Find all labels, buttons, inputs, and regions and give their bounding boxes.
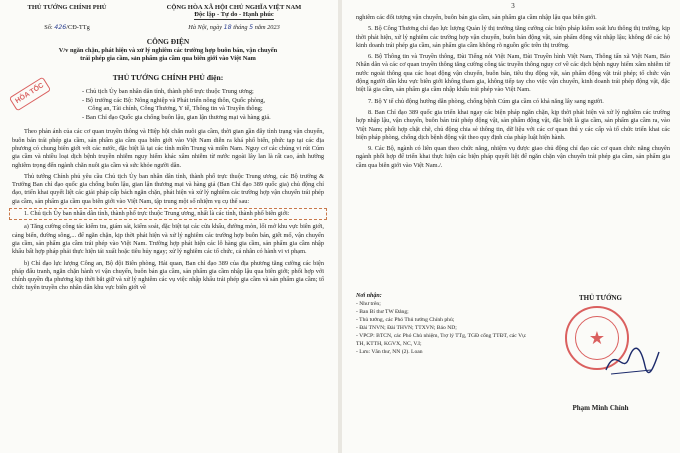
paragraph-request: Thủ tướng Chính phủ yêu cầu Chủ tịch Ủy ban nhân dân tỉnh, thành phố trực thuộc Trung ương, các Bộ trưởng & Trưởng Ban chỉ đạo quốc gia chống buôn lậu, gian lận thương mại và hàng giả (Ban Chỉ đạo 389 quốc gia) chủ động chỉ đạo, triển khai quyết liệt các giải pháp cấp bách ngăn chặn, phát hiện và xử lý nghiêm các trường hợp vận chuyển trái phép gia cầm, sản phẩm gia cầm qua biên giới vào Việt Nam, tập trung một số nhiệm vụ cụ thể sau: — [12, 172, 324, 205]
item-8: 8. Ban Chỉ đạo 389 quốc gia triển khai ngay các biện pháp ngăn chặn, kịp thời phát hiện và xử lý nghiêm các trường hợp nhập lậu, vận chuyển, buôn bán trái phép động vật, sản phẩm động vật, đặc biệt là gia cầm, sản phẩm gia cầm ra, vào Việt Nam; phối hợp chặt chẽ, chủ động chia sẻ thông tin, dữ liệu với các cơ quan thú y các cấp và tổ chức triển khai các biện pháp phòng, chống dịch bệnh động vật theo quy định của pháp luật hiện hành. — [356, 108, 670, 141]
doc-subject-line-2: trái phép gia cầm, sản phẩm gia cầm qua biên giới vào Việt Nam — [80, 55, 256, 62]
doc-subject — [12, 47, 324, 63]
distribution-item: - Đài TNVN; Đài THVN; TTXVN; Báo ND; — [356, 325, 457, 331]
handwritten-signature-icon — [601, 340, 661, 380]
month-handwritten: 5 — [249, 24, 254, 31]
closing-section — [356, 292, 670, 412]
signer-title: THỦ TƯỚNG — [579, 294, 622, 302]
distribution-item: - Như trên; — [356, 301, 381, 307]
national-motto: Độc lập - Tự do - Hạnh phúc — [194, 11, 274, 18]
official-seal-icon: ★ — [565, 306, 629, 370]
doc-number-handwritten: 426 — [54, 24, 67, 31]
recipient-item: Công an, Tài chính, Công Thương, Y tế, Thông tin và Truyền thông; — [88, 105, 263, 113]
urgent-stamp: HỎA TỐC — [9, 77, 51, 112]
recipient-item: - Chủ tịch Ủy ban nhân dân tỉnh, thành phố trực thuộc Trung ương; — [82, 88, 254, 95]
item-1-highlighted: 1. Chủ tịch Ủy ban nhân dân tỉnh, thành phố trực thuộc Trung ương, nhất là các tỉnh, thành phố biên giới: — [9, 208, 327, 220]
page-number: 3 — [511, 2, 515, 10]
paragraph-context: Theo phản ánh của các cơ quan truyền thông và Hiệp hội chăn nuôi gia cầm, thời gian gần đây tình trạng vận chuyển, buôn bán trái phép gia cầm, sản phẩm gia cầm qua biên giới vào Việt Nam diễn ra khá phổ biến, phức tạp tại các địa phương có chung biên giới với các nước, đặc biệt là tại các tỉnh miền Trung và miền Nam. Nguy cơ các chủng vi rút Cúm gia cầm và nhiều loại dịch bệnh truyền nhiễm nguy hiểm khác xâm nhiễm từ nước ngoài lây lan là rất cao, ảnh hưởng nghiêm trọng đến ngành chăn nuôi gia cầm và sức khỏe người dân. — [12, 128, 324, 169]
number-and-date — [12, 24, 324, 31]
day-handwritten: 18 — [223, 24, 232, 31]
item-1b: b) Chỉ đạo lực lượng Công an, Bộ đội Biên phòng, Hải quan, Ban chỉ đạo 389 của địa phương tăng cường các biện pháp đấu tranh, ngăn chặn hành vi vận chuyển, buôn bán gia cầm, sản phẩm gia cầm nhập lậu qua biên giới; phối hợp với chính quyền địa phương kịp thời bắt giữ và xử lý nghiêm các vụ việc nhập khẩu trái phép gia cầm và sản phẩm gia cầm; tổ chức tuyên truyền cho nhân dân khu vực biên giới về — [12, 259, 324, 292]
distribution-lead: Nơi nhận: — [356, 293, 382, 299]
document-header — [12, 4, 324, 20]
item-9: 9. Các Bộ, ngành có liên quan theo chức năng, nhiệm vụ được giao chủ động chỉ đạo các cơ quan chức năng chuyên ngành phối hợp để triển khai thực hiện các biện pháp quyết liệt để ngăn chặn vận chuyển trái phép gia cầm, sản phẩm gia cầm qua biên giới vào Việt Nam./. — [356, 145, 670, 169]
doc-subject-line-1: V/v ngăn chặn, phát hiện và xử lý nghiêm các trường hợp buôn bán, vận chuyển — [58, 47, 278, 54]
place-date-text-2: tháng — [233, 24, 248, 31]
signer-name: Phạm Minh Chính — [572, 404, 629, 412]
document-page-1 — [0, 0, 338, 453]
distribution-item: - Ban Bí thư TW Đảng; — [356, 309, 409, 315]
recipient-list — [82, 88, 324, 122]
doc-number-prefix: Số: — [44, 24, 53, 31]
distribution-item: - Lưu: Văn thư, NN (2). Loan — [356, 349, 423, 355]
continued-text: nghiêm các đối tượng vận chuyển, buôn bán gia cầm, sản phẩm gia cầm nhập lậu qua biên giới. — [356, 14, 597, 21]
document-page-3 — [342, 0, 680, 453]
recipient-item: - Bộ trưởng các Bộ: Nông nghiệp và Phát triển nông thôn, Quốc phòng, — [82, 96, 266, 104]
item-7: 7. Bộ Y tế chủ động hướng dẫn phòng, chống bệnh Cúm gia cầm có khả năng lây sang người. — [368, 97, 604, 105]
recipient-item: - Ban Chỉ đạo Quốc gia chống buôn lậu, gian lận thương mại và hàng giả. — [82, 113, 271, 121]
signature-block — [531, 292, 670, 412]
sender-line: THỦ TƯỚNG CHÍNH PHỦ điện: — [112, 73, 224, 82]
doc-number-suffix: /CĐ-TTg — [66, 24, 90, 31]
distribution-item: - VPCP: BTCN, các Phó Chủ nhiệm, Trợ lý TTg, TGĐ cổng TTĐT, các Vụ: TH, KTTH, KGVX, NC, V.I; — [356, 333, 527, 347]
distribution-item: - Thủ tướng, các Phó Thủ tướng Chính phủ; — [356, 317, 455, 323]
distribution-list — [356, 292, 531, 356]
item-5: 5. Bộ Công Thương chỉ đạo lực lượng Quản lý thị trường tăng cường các biện pháp kiểm soát lưu thông thị trường, kịp thời phát hiện, xử lý nghiêm các trường hợp vận chuyển, buôn bán động vật, sản phẩm động vật nhập lậu; không để các hộ kinh doanh trái phép gia cầm, sản phẩm gia cầm không rõ nguồn gốc trên thị trường. — [356, 25, 670, 49]
issuing-org: THỦ TƯỚNG CHÍNH PHỦ — [27, 4, 107, 11]
item-6: 6. Bộ Thông tin và Truyền thông, Đài Tiếng nói Việt Nam, Đài Truyền hình Việt Nam, Thông tấn xã Việt Nam, Báo Nhân dân và các cơ quan truyền thông tăng cường công tác truyền thông nguy cơ về các dịch bệnh nguy hiểm xâm nhiễm từ nước ngoài thông qua các hoạt động vận chuyển, buôn bán, tiêu thụ động vật, sản phẩm động vật trái phép; tổ chức vận động người dân khu vực biên giới không tham gia, không tiếp tay cho việc vận chuyển, kinh doanh trái phép động vật, đặc biệt là gia cầm, sản phẩm gia cầm nhập khẩu trái phép vào Việt Nam. — [356, 53, 670, 94]
doc-type-title: CÔNG ĐIỆN — [146, 37, 190, 46]
national-title: CỘNG HÒA XÃ HỘI CHỦ NGHĨA VIỆT NAM — [166, 4, 302, 11]
item-1a: a) Tăng cường công tác kiểm tra, giám sát, kiểm soát, đặc biệt tại các cửa khẩu, đường mòn, lối mở khu vực biên giới, cảng biển, đường sông,... để ngăn chặn, kịp thời phát hiện và xử lý nghiêm các trường hợp buôn bán, giết mổ, vận chuyển gia cầm, sản phẩm gia cầm trái phép vào Việt Nam. Trường hợp phát hiện các lô hàng gia cầm, sản phẩm gia cầm nhập khẩu bất hợp pháp phải thực hiện tái xuất hoặc tiêu hủy ngay; xử lý nghiêm các tổ chức, cá nhân có hành vi vi phạm. — [12, 223, 324, 256]
place-date-text-1: Hà Nội, ngày — [188, 24, 223, 31]
place-date-text-3: năm 2023 — [254, 24, 280, 31]
